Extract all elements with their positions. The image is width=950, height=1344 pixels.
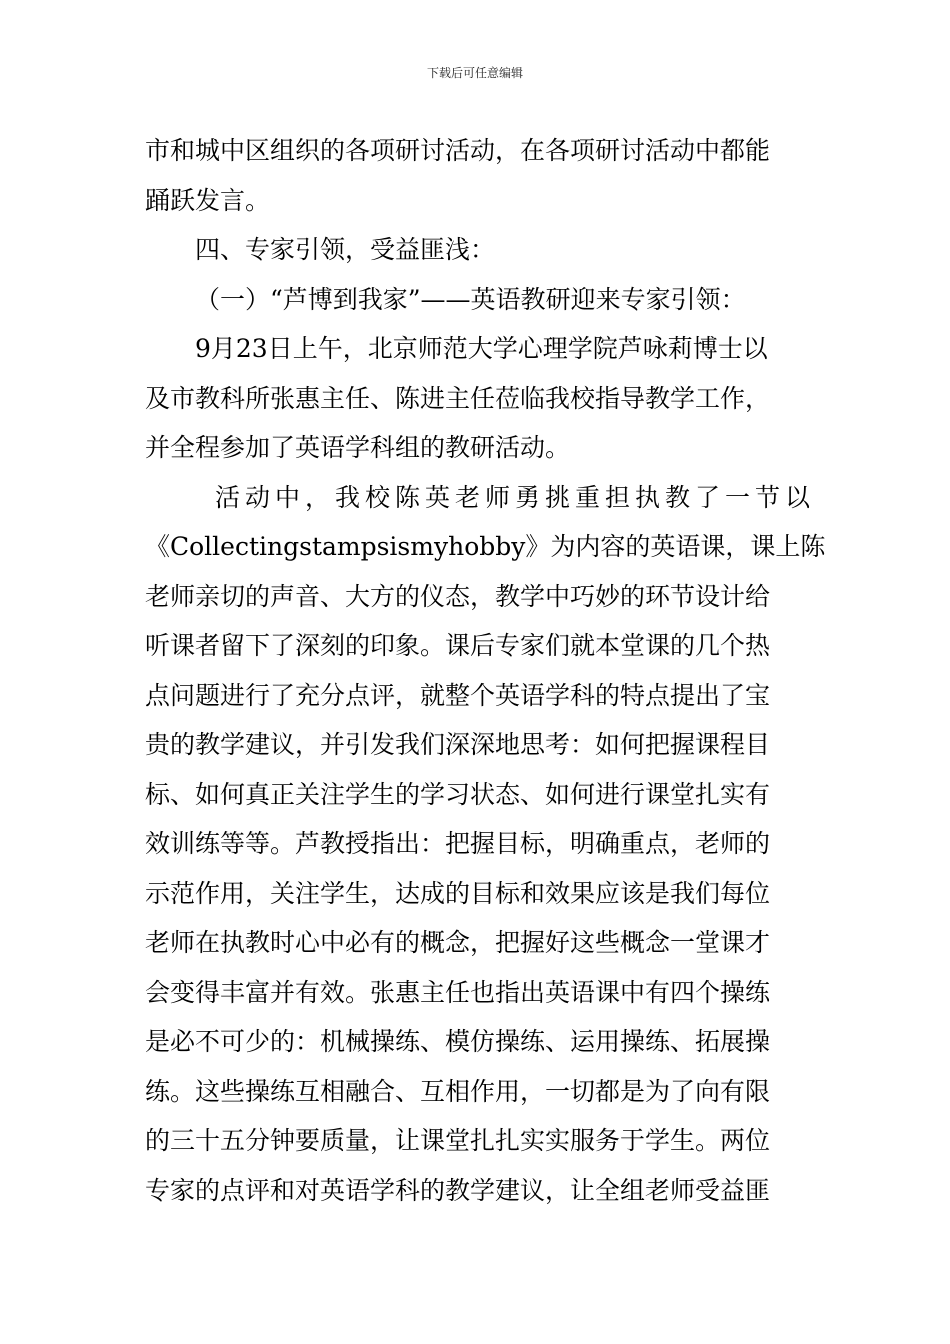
text-line: 是必不可少的：机械操练、模仿操练、运用操练、拓展操 bbox=[145, 1027, 771, 1056]
text-line: 会变得丰富并有效。张惠主任也指出英语课中有四个操练 bbox=[145, 977, 771, 1007]
text-line: 点问题进行了充分点评，就整个英语学科的特点提出了宝 bbox=[145, 680, 771, 710]
text-line: 活动中，我校陈英老师勇挑重担执教了一节以 bbox=[215, 482, 810, 512]
text-line: 老师在执教时心中必有的概念，把握好这些概念一堂课才 bbox=[145, 928, 771, 957]
subsection-heading: （一）“芦博到我家”——英语教研迎来专家引领： bbox=[195, 284, 746, 314]
section-heading: 四、专家引领，受益匪浅： bbox=[195, 235, 496, 264]
text-line: 《Collectingstampsismyhobby》为内容的英语课，课上陈 bbox=[145, 532, 826, 561]
text-line: 贵的教学建议，并引发我们深深地思考：如何把握课程目 bbox=[145, 730, 771, 759]
document-body bbox=[145, 126, 826, 1215]
text-line: 标、如何真正关注学生的学习状态、如何进行课堂扎实有 bbox=[145, 779, 771, 809]
text-line: 市和城中区组织的各项研讨活动，在各项研讨活动中都能 bbox=[145, 136, 771, 165]
text-line: 老师亲切的声音、大方的仪态，教学中巧妙的环节设计给 bbox=[145, 581, 771, 611]
text-line: 及市教科所张惠主任、陈进主任莅临我校指导教学工作， bbox=[145, 383, 771, 413]
text-line: 9月23日上午，北京师范大学心理学院芦咏莉博士以 bbox=[195, 334, 768, 363]
text-line: 示范作用，关注学生，达成的目标和效果应该是我们每位 bbox=[145, 878, 771, 908]
text-line: 练。这些操练互相融合、互相作用，一切都是为了向有限 bbox=[145, 1076, 771, 1106]
text-line: 踊跃发言。 bbox=[145, 185, 271, 215]
text-line: 专家的点评和对英语学科的教学建议，让全组老师受益匪 bbox=[145, 1175, 771, 1205]
page-header-note: 下载后可任意编辑 bbox=[426, 66, 523, 80]
text-line: 并全程参加了英语学科组的教研活动。 bbox=[145, 433, 571, 462]
text-line: 听课者留下了深刻的印象。课后专家们就本堂课的几个热 bbox=[145, 631, 771, 660]
text-line: 的三十五分钟要质量，让课堂扎扎实实服务于学生。两位 bbox=[145, 1126, 771, 1155]
text-line: 效训练等等。芦教授指出：把握目标，明确重点，老师的 bbox=[145, 829, 771, 858]
